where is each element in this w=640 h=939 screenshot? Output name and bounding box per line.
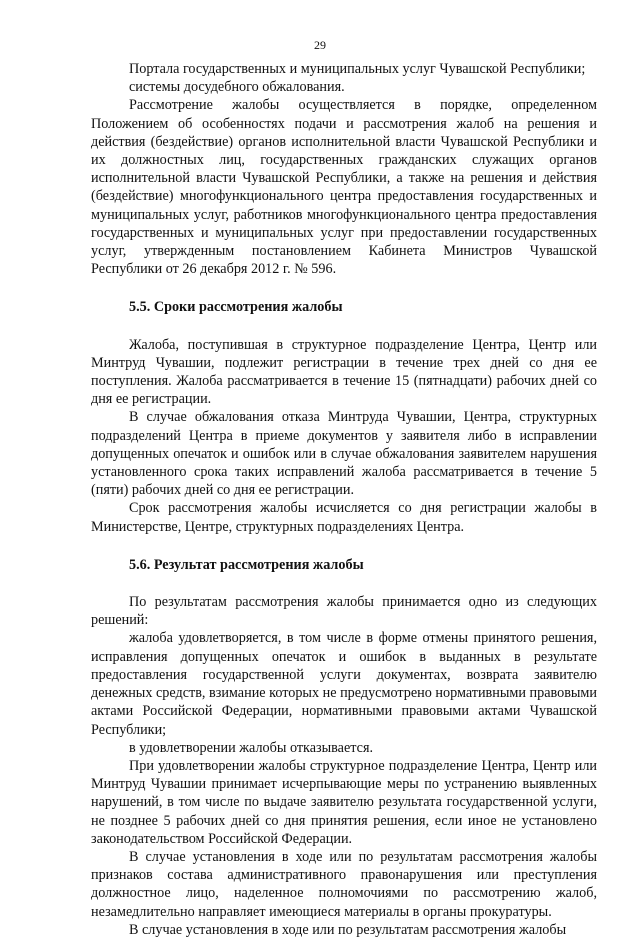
section-heading-5-6: 5.6. Результат рассмотрения жалобы xyxy=(129,556,364,573)
paragraph: В случае обжалования отказа Минтруда Чувашии, Центра, структурных подразделений Центра в приеме документов у заявителя либо в исправлении допущенных опечаток и ошибок или в случае обжалования заявителем нарушения установленного срока таких исправлений жалоба рассматривается в течение 5 (пяти) рабочих дней со дня ее регистрации. xyxy=(91,409,597,499)
paragraph: Рассмотрение жалобы осуществляется в порядке, определенном Положением об особенностях подачи и рассмотрения жалоб на решения и действия (бездействие) органов исполнительной власти Чувашской Республики и их должностных лиц, государственных гражданских служащих органов исполнительной власти Чувашской Республики, а также на решения и действия (бездействие) многофункционального центра предоставления государственных и муниципальных услуг, работников многофункционального центра предоставления государственных и муниципальных услуг при предоставлении государственных услуг, утвержденным постановлением Кабинета Министров Чувашской Республики от 26 декабря 2012 г. № 596. xyxy=(91,97,597,278)
paragraph: жалоба удовлетворяется, в том числе в форме отмены принятого решения, исправления допущенных опечаток и ошибок в выданных в результате предоставления государственной услуги документах, возврата заявителю денежных средств, взимание которых не предусмотрено нормативными правовыми актами Российской Федерации, нормативными правовыми актами Чувашской Республики; xyxy=(91,630,597,738)
paragraph: Срок рассмотрения жалобы исчисляется со дня регистрации жалобы в Министерстве, Центре, структурных подразделениях Центра. xyxy=(91,500,597,535)
paragraph: Жалоба, поступившая в структурное подразделение Центра, Центр или Минтруд Чувашии, подлежит регистрации в течение трех дней со дня ее поступления. Жалоба рассматривается в течение 15 (пятнадцати) рабочих дней со дня ее регистрации. xyxy=(91,336,597,408)
paragraph: Портала государственных и муниципальных услуг Чувашской Республики; xyxy=(129,61,586,77)
paragraph: в удовлетворении жалобы отказывается. xyxy=(129,739,374,756)
paragraph: В случае установления в ходе или по результатам рассмотрения жалобы xyxy=(129,921,567,938)
paragraph: В случае установления в ходе или по результатам рассмотрения жалобы признаков состава административного правонарушения или преступления должностное лицо, наделенное полномочиями по рассмотрению жалоб, незамедлительно направляет имеющиеся материалы в органы прокуратуры. xyxy=(91,848,597,920)
page-number: 29 xyxy=(314,38,326,52)
document-body xyxy=(91,60,597,939)
paragraph: системы досудебного обжалования. xyxy=(129,79,345,96)
section-heading-5-5: 5.5. Сроки рассмотрения жалобы xyxy=(129,299,343,316)
paragraph: При удовлетворении жалобы структурное подразделение Центра, Центр или Минтруд Чувашии принимает исчерпывающие меры по устранению выявленных нарушений, в том числе по выдаче заявителю результата государственной услуги, не позднее 5 рабочих дней со дня принятия решения, если иное не установлено законодательством Российской Федерации. xyxy=(91,757,597,847)
paragraph: По результатам рассмотрения жалобы принимается одно из следующих решений: xyxy=(91,594,597,629)
